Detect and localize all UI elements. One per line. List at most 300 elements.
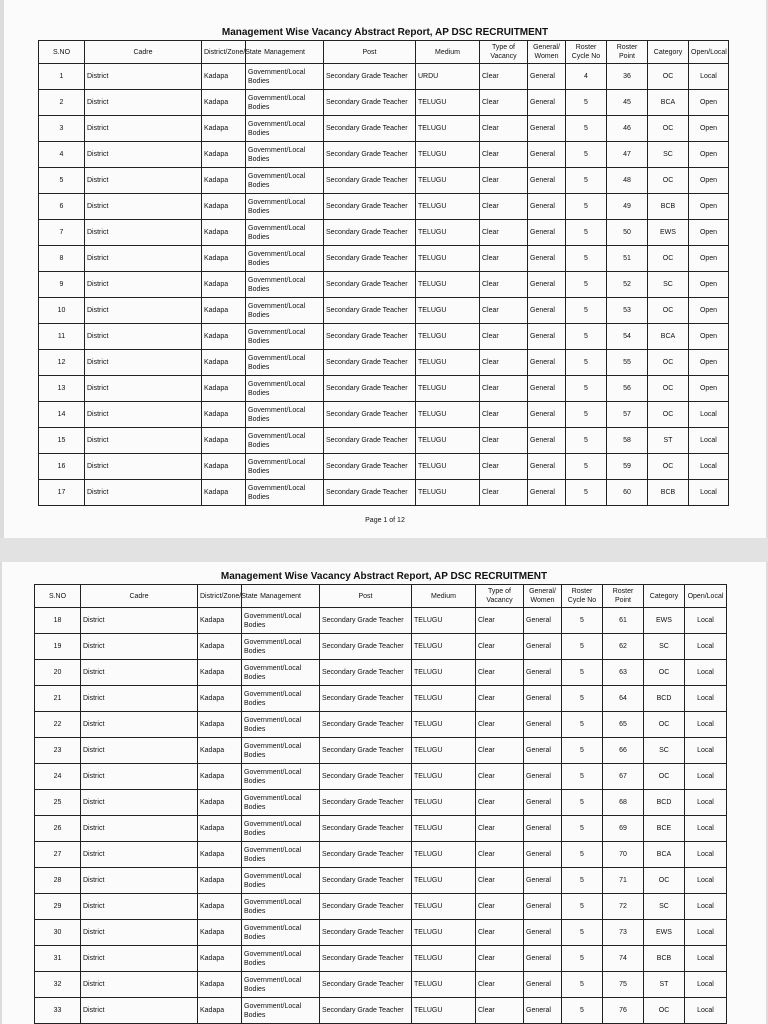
cell-post: Secondary Grade Teacher [320,920,412,946]
cell-roster-cycle: 5 [566,246,607,272]
cell-general-women: General [528,402,566,428]
cell-general-women: General [528,194,566,220]
cell-district: Kadapa [202,194,246,220]
cell-type: Clear [480,376,528,402]
cell-general-women: General [528,64,566,90]
cell-district: Kadapa [198,894,242,920]
cell-district: Kadapa [202,350,246,376]
column-header-management: Management [246,41,324,64]
column-header-medium: Medium [412,585,476,608]
cell-open-local: Local [685,920,727,946]
cell-roster-cycle: 5 [562,660,603,686]
cell-post: Secondary Grade Teacher [320,608,412,634]
cell-category: SC [644,634,685,660]
cell-management: Government/Local Bodies [242,608,320,634]
page-number: Page 1 of 12 [365,517,405,524]
cell-roster-cycle: 5 [562,738,603,764]
cell-medium: TELUGU [412,946,476,972]
cell-medium: TELUGU [416,428,480,454]
cell-management: Government/Local Bodies [242,712,320,738]
cell-district: Kadapa [202,64,246,90]
cell-roster-cycle: 5 [566,428,607,454]
table-row [35,920,727,946]
table-row [39,298,729,324]
cell-general-women: General [524,712,562,738]
cell-cadre: District [85,454,202,480]
cell-sno: 25 [35,790,81,816]
cell-medium: TELUGU [412,790,476,816]
table-row [39,376,729,402]
cell-roster-point: 52 [607,272,648,298]
cell-management: Government/Local Bodies [246,402,324,428]
table-row [39,168,729,194]
cell-medium: TELUGU [412,686,476,712]
cell-sno: 26 [35,816,81,842]
cell-district: Kadapa [202,298,246,324]
cell-type: Clear [480,454,528,480]
cell-type: Clear [476,764,524,790]
cell-district: Kadapa [202,246,246,272]
cell-open-local: Local [685,686,727,712]
cell-medium: TELUGU [416,298,480,324]
cell-category: BCD [644,790,685,816]
cell-roster-point: 66 [603,738,644,764]
cell-medium: TELUGU [416,194,480,220]
cell-post: Secondary Grade Teacher [320,842,412,868]
cell-roster-cycle: 5 [562,816,603,842]
table-row [39,350,729,376]
cell-management: Government/Local Bodies [246,116,324,142]
cell-post: Secondary Grade Teacher [320,998,412,1024]
table-row [35,790,727,816]
cell-post: Secondary Grade Teacher [324,246,416,272]
cell-roster-cycle: 5 [566,350,607,376]
column-header-open-local: Open/Local [689,41,729,64]
cell-general-women: General [524,920,562,946]
cell-type: Clear [476,868,524,894]
cell-general-women: General [528,142,566,168]
cell-category: BCA [644,842,685,868]
cell-general-women: General [528,376,566,402]
cell-cadre: District [81,894,198,920]
cell-medium: TELUGU [416,402,480,428]
cell-cadre: District [81,972,198,998]
table-row [39,142,729,168]
cell-district: Kadapa [198,920,242,946]
cell-general-women: General [524,998,562,1024]
page-separator [0,538,768,562]
table-header-row [35,585,727,608]
table-row [39,246,729,272]
cell-general-women: General [528,90,566,116]
cell-roster-point: 76 [603,998,644,1024]
cell-open-local: Open [689,194,729,220]
cell-management: Government/Local Bodies [242,894,320,920]
cell-sno: 7 [39,220,85,246]
cell-management: Government/Local Bodies [242,842,320,868]
cell-type: Clear [480,64,528,90]
cell-management: Government/Local Bodies [242,946,320,972]
cell-medium: TELUGU [416,324,480,350]
cell-cadre: District [81,946,198,972]
cell-cadre: District [85,246,202,272]
cell-type: Clear [476,634,524,660]
cell-sno: 33 [35,998,81,1024]
cell-open-local: Local [685,946,727,972]
cell-open-local: Local [685,816,727,842]
cell-cadre: District [81,868,198,894]
cell-cadre: District [85,272,202,298]
cell-cadre: District [81,764,198,790]
cell-roster-point: 74 [603,946,644,972]
cell-general-women: General [528,298,566,324]
cell-management: Government/Local Bodies [246,324,324,350]
cell-management: Government/Local Bodies [242,998,320,1024]
cell-post: Secondary Grade Teacher [320,816,412,842]
column-header-cadre: Cadre [85,41,202,64]
cell-roster-cycle: 5 [566,324,607,350]
table-row [39,324,729,350]
cell-post: Secondary Grade Teacher [320,660,412,686]
cell-roster-cycle: 5 [566,168,607,194]
cell-cadre: District [85,168,202,194]
cell-open-local: Local [685,634,727,660]
cell-open-local: Local [685,738,727,764]
cell-district: Kadapa [202,324,246,350]
cell-open-local: Open [689,116,729,142]
cell-open-local: Local [685,894,727,920]
cell-sno: 22 [35,712,81,738]
cell-open-local: Local [689,64,729,90]
cell-type: Clear [476,998,524,1024]
cell-sno: 19 [35,634,81,660]
cell-medium: TELUGU [416,350,480,376]
cell-post: Secondary Grade Teacher [324,168,416,194]
cell-category: OC [648,402,689,428]
cell-roster-point: 65 [603,712,644,738]
table-row [39,454,729,480]
cell-post: Secondary Grade Teacher [324,194,416,220]
column-header-category: Category [648,41,689,64]
cell-category: SC [648,142,689,168]
cell-cadre: District [81,842,198,868]
cell-category: OC [644,868,685,894]
cell-open-local: Local [685,712,727,738]
table-row [35,842,727,868]
cell-type: Clear [480,402,528,428]
cell-management: Government/Local Bodies [246,168,324,194]
cell-open-local: Local [685,842,727,868]
cell-post: Secondary Grade Teacher [324,142,416,168]
cell-cadre: District [85,428,202,454]
column-header-general-women: General/ Women [528,41,566,64]
cell-category: OC [648,246,689,272]
cell-post: Secondary Grade Teacher [324,402,416,428]
cell-cadre: District [85,480,202,506]
cell-category: OC [648,376,689,402]
cell-district: Kadapa [202,168,246,194]
cell-sno: 16 [39,454,85,480]
cell-post: Secondary Grade Teacher [320,764,412,790]
cell-roster-cycle: 5 [562,790,603,816]
cell-type: Clear [480,168,528,194]
cell-medium: TELUGU [416,90,480,116]
cell-roster-cycle: 5 [562,634,603,660]
cell-roster-cycle: 5 [566,272,607,298]
table-row [39,428,729,454]
cell-type: Clear [476,660,524,686]
cell-roster-cycle: 5 [566,194,607,220]
cell-category: ST [644,972,685,998]
cell-general-women: General [524,972,562,998]
cell-roster-cycle: 5 [566,480,607,506]
cell-roster-cycle: 5 [566,220,607,246]
cell-roster-point: 71 [603,868,644,894]
column-header-type: Type of Vacancy [480,41,528,64]
cell-category: OC [648,350,689,376]
cell-management: Government/Local Bodies [246,194,324,220]
cell-sno: 8 [39,246,85,272]
cell-district: Kadapa [198,790,242,816]
cell-roster-cycle: 5 [562,868,603,894]
cell-type: Clear [476,790,524,816]
cell-roster-cycle: 5 [566,402,607,428]
table-row [35,998,727,1024]
cell-roster-point: 61 [603,608,644,634]
table-row [39,220,729,246]
cell-type: Clear [480,220,528,246]
cell-district: Kadapa [198,764,242,790]
cell-medium: TELUGU [412,842,476,868]
cell-medium: TELUGU [416,272,480,298]
cell-district: Kadapa [198,816,242,842]
column-header-post: Post [324,41,416,64]
cell-open-local: Open [689,246,729,272]
cell-sno: 13 [39,376,85,402]
cell-cadre: District [85,402,202,428]
cell-type: Clear [480,428,528,454]
cell-post: Secondary Grade Teacher [320,712,412,738]
cell-general-women: General [524,660,562,686]
cell-type: Clear [480,90,528,116]
cell-roster-cycle: 5 [566,298,607,324]
cell-management: Government/Local Bodies [246,272,324,298]
cell-type: Clear [480,272,528,298]
table-row [35,946,727,972]
cell-medium: URDU [416,64,480,90]
cell-roster-cycle: 5 [566,376,607,402]
cell-category: OC [648,64,689,90]
cell-post: Secondary Grade Teacher [324,480,416,506]
cell-management: Government/Local Bodies [242,972,320,998]
cell-roster-cycle: 5 [566,142,607,168]
cell-post: Secondary Grade Teacher [320,634,412,660]
cell-sno: 1 [39,64,85,90]
column-header-management: Management [242,585,320,608]
cell-roster-cycle: 5 [562,608,603,634]
table-row [39,116,729,142]
cell-cadre: District [81,686,198,712]
cell-cadre: District [81,998,198,1024]
cell-open-local: Local [689,480,729,506]
table-row [35,738,727,764]
column-header-roster-cycle: Roster Cycle No [566,41,607,64]
cell-post: Secondary Grade Teacher [324,272,416,298]
cell-sno: 2 [39,90,85,116]
cell-roster-point: 60 [607,480,648,506]
cell-management: Government/Local Bodies [242,634,320,660]
cell-cadre: District [85,376,202,402]
cell-cadre: District [81,790,198,816]
cell-roster-point: 55 [607,350,648,376]
cell-cadre: District [85,324,202,350]
table-row [35,712,727,738]
cell-cadre: District [85,116,202,142]
cell-category: OC [644,660,685,686]
cell-post: Secondary Grade Teacher [324,376,416,402]
cell-roster-cycle: 5 [562,894,603,920]
cell-roster-cycle: 5 [562,842,603,868]
cell-sno: 15 [39,428,85,454]
cell-roster-point: 69 [603,816,644,842]
cell-medium: TELUGU [412,894,476,920]
cell-cadre: District [85,220,202,246]
cell-medium: TELUGU [412,634,476,660]
cell-post: Secondary Grade Teacher [324,90,416,116]
cell-general-women: General [524,634,562,660]
table-row [35,894,727,920]
cell-type: Clear [476,842,524,868]
table-row [35,764,727,790]
cell-general-women: General [528,168,566,194]
cell-roster-point: 67 [603,764,644,790]
cell-cadre: District [81,608,198,634]
cell-cadre: District [81,920,198,946]
cell-type: Clear [480,142,528,168]
cell-open-local: Open [689,168,729,194]
cell-roster-cycle: 4 [566,64,607,90]
cell-category: SC [644,894,685,920]
cell-sno: 10 [39,298,85,324]
cell-category: EWS [644,920,685,946]
cell-post: Secondary Grade Teacher [324,454,416,480]
cell-post: Secondary Grade Teacher [320,686,412,712]
cell-category: SC [648,272,689,298]
column-header-district: District/Zone/State [202,41,246,64]
cell-medium: TELUGU [416,168,480,194]
cell-sno: 6 [39,194,85,220]
cell-medium: TELUGU [416,116,480,142]
column-header-sno: S.NO [39,41,85,64]
cell-type: Clear [476,920,524,946]
cell-roster-point: 56 [607,376,648,402]
cell-general-women: General [524,816,562,842]
cell-category: OC [644,712,685,738]
cell-cadre: District [81,634,198,660]
cell-open-local: Open [689,142,729,168]
cell-open-local: Local [685,764,727,790]
cell-roster-cycle: 5 [562,686,603,712]
cell-medium: TELUGU [416,480,480,506]
cell-general-women: General [528,246,566,272]
cell-district: Kadapa [198,998,242,1024]
cell-management: Government/Local Bodies [246,480,324,506]
cell-medium: TELUGU [412,920,476,946]
cell-cadre: District [81,738,198,764]
cell-management: Government/Local Bodies [242,816,320,842]
cell-type: Clear [476,686,524,712]
cell-district: Kadapa [202,454,246,480]
cell-roster-point: 64 [603,686,644,712]
table-row [39,194,729,220]
cell-sno: 21 [35,686,81,712]
cell-cadre: District [85,194,202,220]
table-row [35,816,727,842]
cell-cadre: District [85,90,202,116]
cell-roster-cycle: 5 [562,920,603,946]
cell-management: Government/Local Bodies [246,350,324,376]
cell-type: Clear [476,894,524,920]
cell-medium: TELUGU [416,376,480,402]
cell-open-local: Local [685,790,727,816]
cell-general-women: General [528,116,566,142]
cell-cadre: District [81,660,198,686]
cell-category: BCB [648,194,689,220]
cell-post: Secondary Grade Teacher [324,298,416,324]
cell-general-women: General [524,868,562,894]
cell-general-women: General [524,790,562,816]
cell-post: Secondary Grade Teacher [324,324,416,350]
cell-open-local: Local [685,998,727,1024]
cell-type: Clear [480,298,528,324]
column-header-roster-cycle: Roster Cycle No [562,585,603,608]
cell-medium: TELUGU [412,972,476,998]
cell-medium: TELUGU [412,738,476,764]
cell-management: Government/Local Bodies [246,246,324,272]
cell-sno: 23 [35,738,81,764]
cell-management: Government/Local Bodies [246,454,324,480]
cell-general-women: General [524,686,562,712]
cell-category: BCA [648,324,689,350]
cell-sno: 29 [35,894,81,920]
cell-roster-point: 58 [607,428,648,454]
cell-type: Clear [480,480,528,506]
cell-medium: TELUGU [412,998,476,1024]
cell-district: Kadapa [202,90,246,116]
cell-roster-point: 48 [607,168,648,194]
cell-sno: 32 [35,972,81,998]
cell-roster-point: 63 [603,660,644,686]
cell-roster-cycle: 5 [566,116,607,142]
cell-type: Clear [480,350,528,376]
cell-sno: 31 [35,946,81,972]
report-page-2 [2,562,766,1024]
cell-open-local: Local [685,868,727,894]
cell-sno: 24 [35,764,81,790]
cell-type: Clear [476,816,524,842]
column-header-post: Post [320,585,412,608]
cell-category: BCB [648,480,689,506]
cell-type: Clear [476,738,524,764]
cell-roster-point: 49 [607,194,648,220]
cell-district: Kadapa [202,116,246,142]
cell-roster-cycle: 5 [566,454,607,480]
cell-roster-point: 46 [607,116,648,142]
cell-category: OC [644,998,685,1024]
cell-sno: 17 [39,480,85,506]
cell-management: Government/Local Bodies [242,660,320,686]
cell-medium: TELUGU [412,660,476,686]
